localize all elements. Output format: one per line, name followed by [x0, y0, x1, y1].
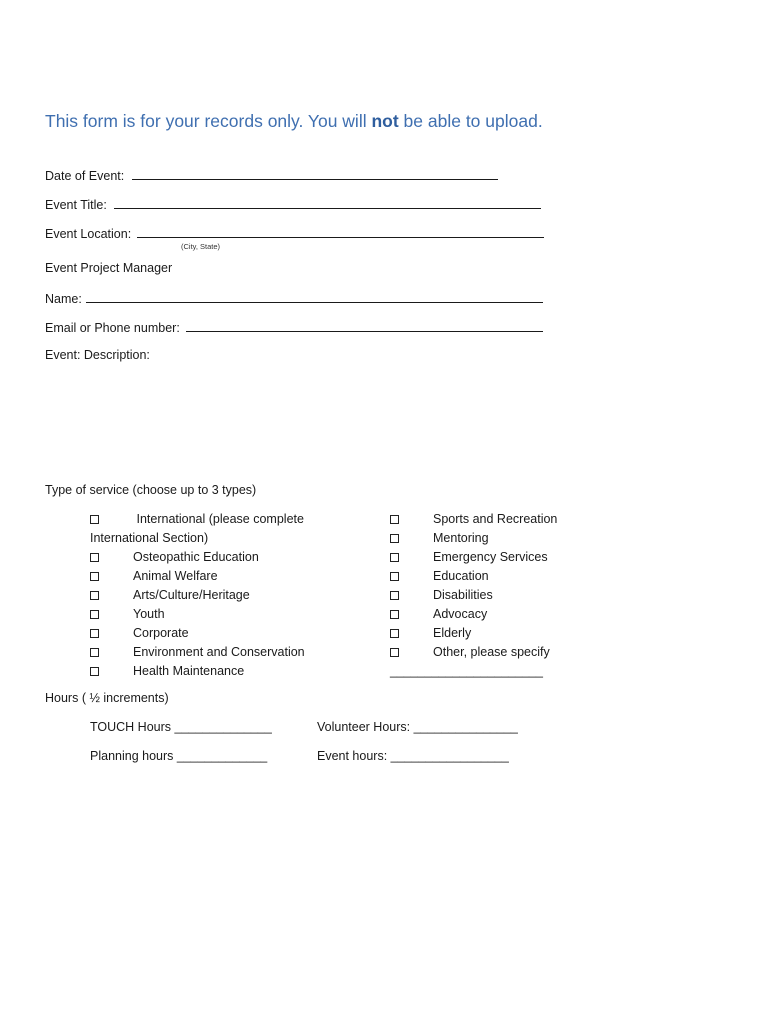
option-label: Youth [133, 607, 165, 621]
option-label: Osteopathic Education [133, 550, 259, 564]
date-field[interactable] [132, 167, 498, 180]
checkbox[interactable] [90, 667, 99, 676]
title-part2: be able to upload. [398, 111, 543, 131]
checkbox[interactable] [90, 553, 99, 562]
event-title-row [45, 196, 541, 212]
description-label: Event: Description: [45, 348, 150, 362]
option-label: Mentoring [433, 531, 489, 545]
title-part1: This form is for your records only. You will [45, 111, 372, 131]
checkbox[interactable] [390, 534, 399, 543]
option-label: Environment and Conservation [133, 645, 305, 659]
option-label-continued: International Section) [90, 531, 209, 545]
checkbox[interactable] [90, 610, 99, 619]
event-title-field[interactable] [114, 196, 541, 209]
form-title [45, 111, 543, 132]
other-specify-line[interactable]: ______________________ [390, 664, 543, 678]
name-row [45, 290, 543, 306]
service-option[interactable] [390, 531, 557, 550]
checkbox[interactable] [390, 591, 399, 600]
service-option[interactable] [90, 626, 305, 645]
contact-field[interactable] [186, 319, 543, 332]
service-option-international[interactable] [90, 512, 305, 531]
service-option[interactable] [90, 550, 305, 569]
service-option[interactable] [90, 588, 305, 607]
checkbox[interactable] [90, 648, 99, 657]
title-emphasis: not [371, 111, 399, 131]
checkbox[interactable] [390, 610, 399, 619]
contact-label: Email or Phone number: [45, 321, 180, 335]
option-label: Health Maintenance [133, 664, 245, 678]
service-option[interactable] [90, 664, 305, 683]
service-option[interactable] [90, 645, 305, 664]
service-right-list [390, 512, 557, 683]
option-label: Emergency Services [433, 550, 548, 564]
date-row [45, 167, 498, 183]
checkbox[interactable] [90, 591, 99, 600]
service-option[interactable] [390, 626, 557, 645]
service-left-list [90, 512, 305, 683]
service-option[interactable] [90, 569, 305, 588]
checkbox[interactable] [90, 572, 99, 581]
date-label: Date of Event: [45, 169, 125, 183]
name-field[interactable] [86, 290, 543, 303]
name-label: Name: [45, 292, 82, 306]
option-label: Advocacy [433, 607, 488, 621]
service-option-other[interactable] [390, 645, 557, 664]
option-label: Other, please specify [433, 645, 550, 659]
event-title-label: Event Title: [45, 198, 107, 212]
option-label: International (please complete [136, 512, 304, 526]
volunteer-hours-field[interactable]: Volunteer Hours: _______________ [317, 720, 518, 734]
option-label: Disabilities [433, 588, 493, 602]
contact-row [45, 319, 543, 335]
checkbox[interactable] [390, 515, 399, 524]
location-label: Event Location: [45, 227, 132, 241]
option-label: Education [433, 569, 489, 583]
event-hours-field[interactable]: Event hours: _________________ [317, 749, 509, 763]
checkbox[interactable] [390, 553, 399, 562]
option-label: Animal Welfare [133, 569, 218, 583]
service-option[interactable] [390, 550, 557, 569]
checkbox[interactable] [390, 629, 399, 638]
service-option[interactable] [390, 607, 557, 626]
service-option[interactable] [390, 512, 557, 531]
service-heading: Type of service (choose up to 3 types) [45, 483, 257, 497]
service-option[interactable] [390, 588, 557, 607]
checkbox[interactable] [390, 648, 399, 657]
checkbox[interactable] [90, 629, 99, 638]
option-label: Arts/Culture/Heritage [133, 588, 250, 602]
option-label: Elderly [433, 626, 472, 640]
option-label: Corporate [133, 626, 189, 640]
manager-heading: Event Project Manager [45, 261, 173, 275]
checkbox[interactable] [390, 572, 399, 581]
service-option[interactable] [390, 569, 557, 588]
service-option[interactable] [90, 607, 305, 626]
location-row [45, 225, 544, 241]
location-field[interactable] [137, 225, 544, 238]
location-hint: (City, State) [181, 242, 221, 251]
checkbox[interactable] [90, 515, 99, 524]
option-label: Sports and Recreation [433, 512, 558, 526]
touch-hours-field[interactable]: TOUCH Hours ______________ [90, 720, 272, 734]
planning-hours-field[interactable]: Planning hours _____________ [90, 749, 268, 763]
hours-heading: Hours ( ½ increments) [45, 691, 169, 705]
